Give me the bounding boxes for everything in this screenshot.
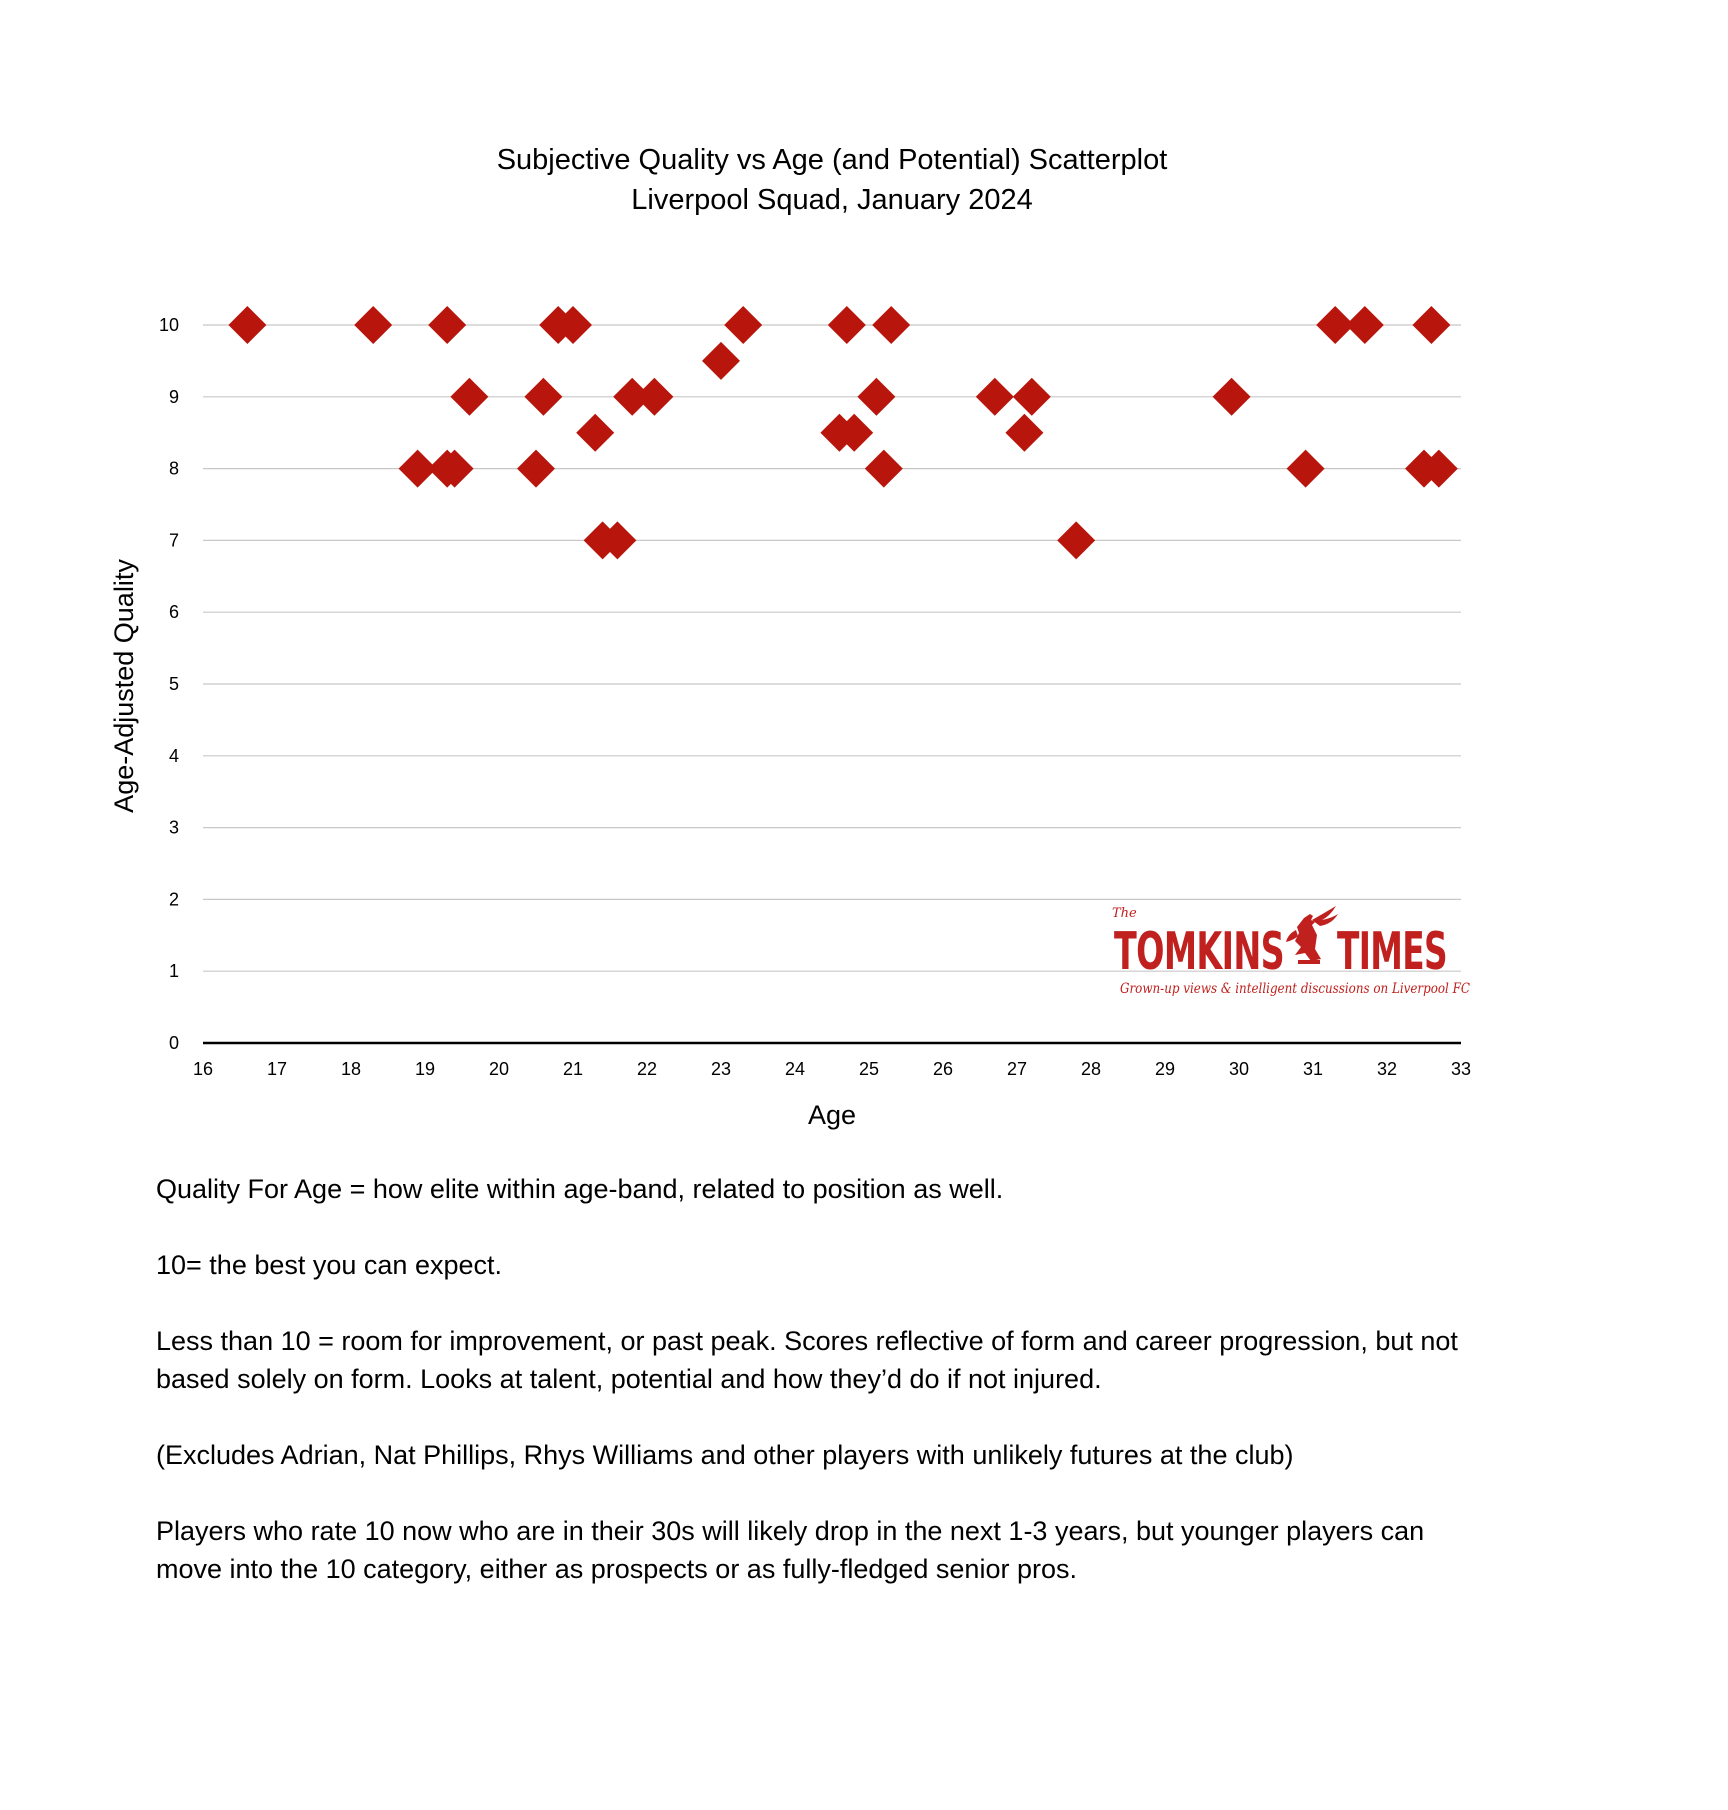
x-tick-label: 27 xyxy=(1006,1059,1028,1079)
note-less-than-ten: Less than 10 = room for improvement, or past peak. Scores reflective of form and career progression, but not based solely on form. Looks at talent, potential and how they’d do if not injured. xyxy=(156,1326,1458,1394)
data-point xyxy=(1412,306,1450,344)
data-point xyxy=(576,414,614,452)
y-tick-label: 3 xyxy=(168,817,179,838)
data-point xyxy=(1013,378,1051,416)
data-point xyxy=(1346,306,1384,344)
data-points xyxy=(228,306,1457,559)
y-axis-title: Age-Adjusted Quality xyxy=(109,559,139,813)
logo-word-left: TOMKINS xyxy=(1114,922,1284,982)
y-tick-label: 5 xyxy=(168,674,179,694)
x-tick-label: 22 xyxy=(636,1059,658,1079)
data-point xyxy=(517,450,555,488)
x-tick-label: 32 xyxy=(1376,1059,1398,1079)
y-tick-label: 2 xyxy=(168,889,179,910)
x-tick-label: 31 xyxy=(1302,1059,1324,1079)
liverbird-icon xyxy=(1286,906,1338,964)
y-tick-label: 6 xyxy=(168,602,179,623)
logo-tagline: Grown-up views & intelligent discussions on Liverpool FC xyxy=(1120,981,1471,997)
data-point xyxy=(857,378,895,416)
x-axis-ticks xyxy=(193,1059,1471,1079)
logo-the: The xyxy=(1112,906,1137,921)
data-point xyxy=(724,306,762,344)
data-point xyxy=(450,378,488,416)
x-tick-label: 29 xyxy=(1154,1059,1176,1079)
data-point xyxy=(524,378,562,416)
data-point xyxy=(976,378,1014,416)
x-tick-label: 23 xyxy=(710,1059,732,1079)
x-tick-label: 20 xyxy=(488,1059,510,1079)
x-tick-label: 25 xyxy=(858,1059,880,1079)
data-point xyxy=(228,306,266,344)
y-tick-label: 7 xyxy=(168,530,179,551)
data-point xyxy=(428,306,466,344)
data-point xyxy=(828,306,866,344)
data-point xyxy=(1287,450,1325,488)
y-axis-ticks xyxy=(159,315,179,1053)
x-tick-label: 24 xyxy=(784,1059,806,1079)
data-point xyxy=(354,306,392,344)
x-tick-label: 19 xyxy=(414,1059,436,1079)
y-tick-label: 10 xyxy=(158,315,179,335)
data-point xyxy=(1213,378,1251,416)
y-tick-label: 8 xyxy=(168,458,179,479)
x-tick-label: 16 xyxy=(192,1059,214,1079)
x-tick-label: 21 xyxy=(562,1059,584,1079)
x-tick-label: 18 xyxy=(340,1059,362,1079)
y-tick-label: 9 xyxy=(168,386,179,407)
x-tick-label: 33 xyxy=(1450,1059,1472,1079)
note-players-in-30s: Players who rate 10 now who are in their 30s will likely drop in the next 1-3 years, but younger players can move into the 10 category, either as prospects or as fully-fledged senior pros. xyxy=(156,1516,1425,1584)
y-tick-label: 4 xyxy=(168,745,179,766)
note-quality-for-age: Quality For Age = how elite within age-band, related to position as well. xyxy=(156,1174,1004,1204)
data-point xyxy=(436,450,474,488)
x-tick-label: 26 xyxy=(932,1059,954,1079)
chart-subtitle: Liverpool Squad, January 2024 xyxy=(631,184,1033,216)
note-excludes: (Excludes Adrian, Nat Phillips, Rhys Williams and other players with unlikely futures at the club) xyxy=(156,1440,1294,1470)
note-ten-best: 10= the best you can expect. xyxy=(156,1250,502,1280)
data-point xyxy=(1057,521,1095,559)
y-tick-label: 1 xyxy=(168,961,179,982)
x-tick-label: 30 xyxy=(1228,1059,1250,1079)
data-point xyxy=(702,342,740,380)
x-tick-label: 17 xyxy=(266,1059,288,1079)
x-tick-label: 28 xyxy=(1080,1059,1102,1079)
chart-title: Subjective Quality vs Age (and Potential) Scatterplot xyxy=(496,144,1168,176)
logo xyxy=(1112,906,1471,997)
x-axis-title: Age xyxy=(807,1100,857,1130)
y-tick-label: 0 xyxy=(168,1033,179,1053)
data-point xyxy=(1005,414,1043,452)
notes xyxy=(156,1170,1486,1626)
data-point xyxy=(635,378,673,416)
data-point xyxy=(872,306,910,344)
data-point xyxy=(865,450,903,488)
logo-word-right: TIMES xyxy=(1337,922,1447,982)
